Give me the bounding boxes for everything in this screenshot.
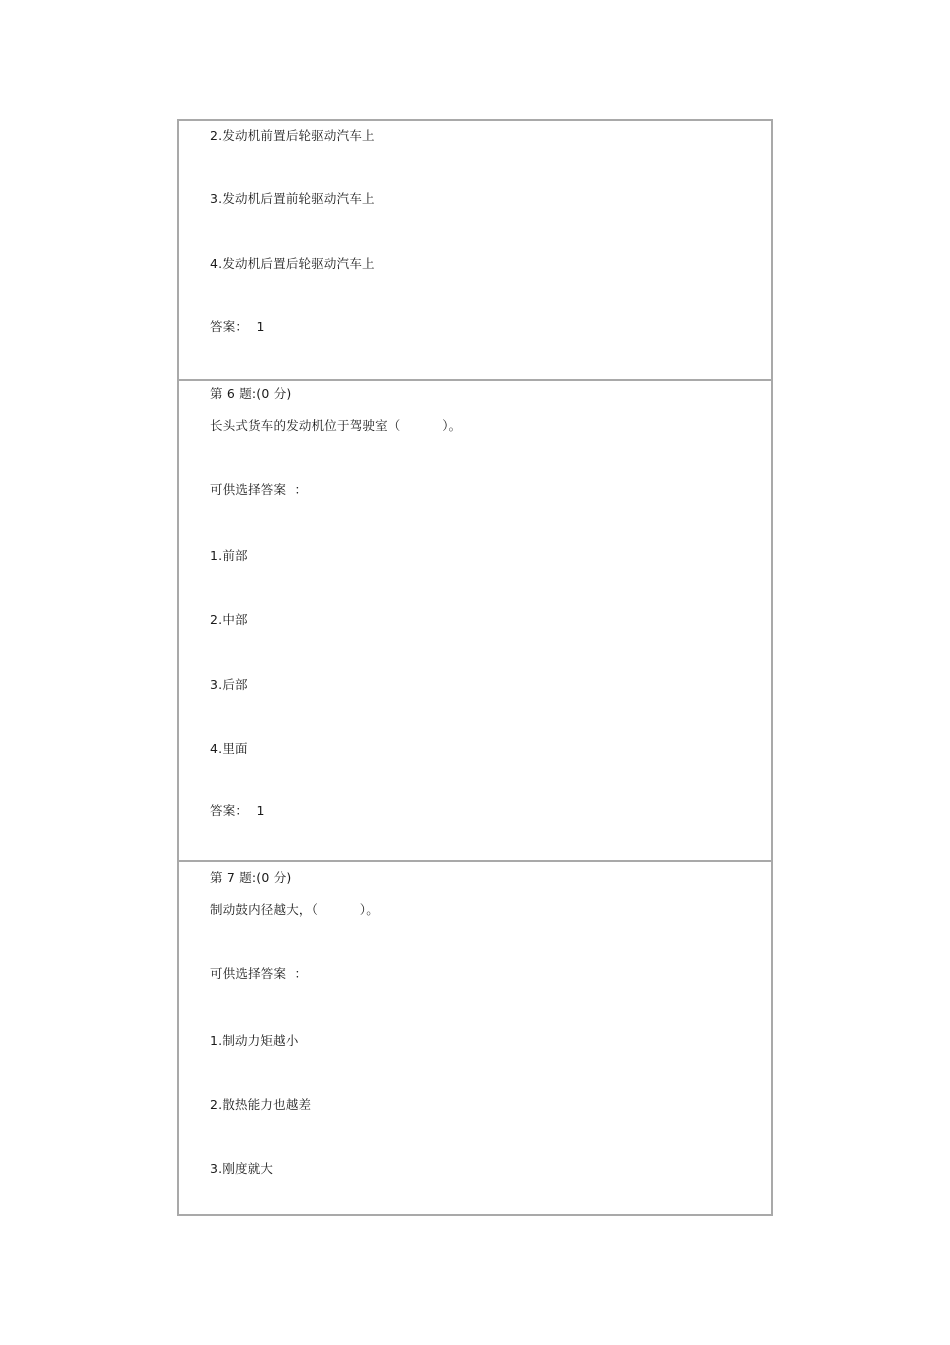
- option-3: 3.发动机后置前轮驱动汽车上: [210, 191, 375, 206]
- question-7-box: [177, 860, 773, 1216]
- option-2: 2.中部: [210, 612, 248, 627]
- answer-text: 答案： 1: [210, 319, 265, 334]
- option-1: 1.前部: [210, 548, 248, 563]
- question-6-box: [177, 379, 773, 862]
- question-header: 第 7 题:(0 分): [210, 870, 292, 885]
- answer-text: 答案： 1: [210, 803, 265, 818]
- choices-label: 可供选择答案 ：: [210, 482, 308, 497]
- question-header: 第 6 题:(0 分): [210, 386, 292, 401]
- option-1: 1.制动力矩越小: [210, 1033, 299, 1048]
- option-2: 2.发动机前置后轮驱动汽车上: [210, 128, 375, 143]
- option-2: 2.散热能力也越差: [210, 1097, 312, 1112]
- question-text: 长头式货车的发动机位于驾驶室（ ）。: [210, 418, 462, 433]
- question-text: 制动鼓内径越大，（ ）。: [210, 902, 379, 917]
- choices-label: 可供选择答案 ：: [210, 966, 308, 981]
- option-3: 3.刚度就大: [210, 1161, 274, 1176]
- option-3: 3.后部: [210, 677, 248, 692]
- option-4: 4.发动机后置后轮驱动汽车上: [210, 256, 375, 271]
- option-4: 4.里面: [210, 741, 248, 756]
- question-5-tail-box: [177, 119, 773, 381]
